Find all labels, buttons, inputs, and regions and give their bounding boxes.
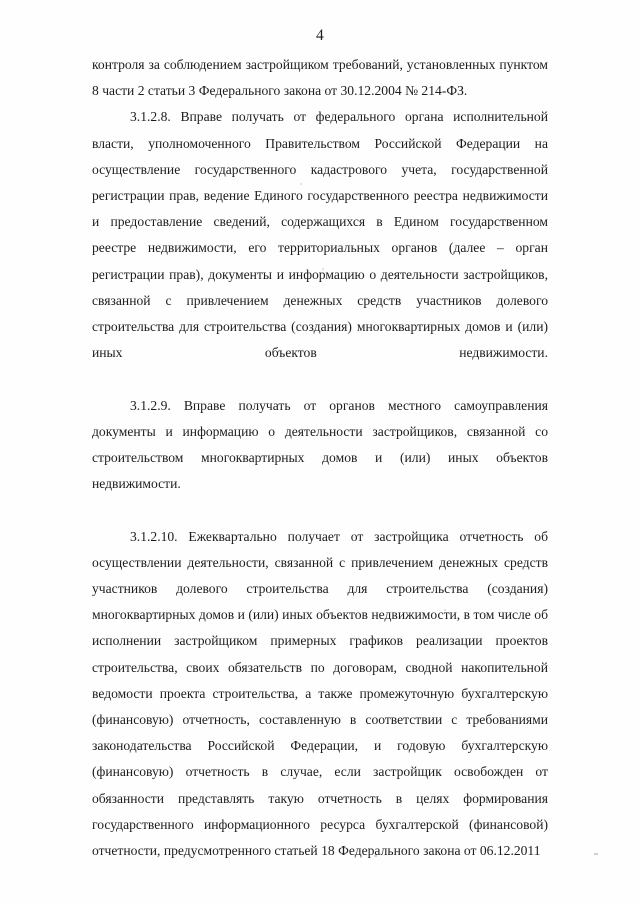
page-number: 4 bbox=[316, 27, 324, 44]
paragraph-3-1-2-8: 3.1.2.8. Вправе получать от федерального органа исполнительной власти, уполномоченного Правительством Российской Федерации на осуществление государственного кадастрового учета, государственной регистрации прав, ведение Единого государственного реестра недвижимости и предоставление сведений, содержащихся в Едином государственном реестре недвижимости, его территориальных органов (далее – орган регистрации прав), документы и информацию о деятельности застройщиков, связанной с привлечением денежных средств участников долевого строительства для строительства (создания) многоквартирных домов и (или) иных объектов недвижимости. bbox=[92, 109, 548, 361]
document-body bbox=[92, 52, 548, 864]
scan-artifact bbox=[594, 853, 598, 855]
paragraph-3-1-2-9: 3.1.2.9. Вправе получать от органов местного самоуправления документы и информацию о деятельности застройщиков, связанной со строительством многоквартирных домов и (или) иных объектов недвижимости. bbox=[92, 397, 548, 492]
paragraph-continued: контроля за соблюдением застройщиком требований, установленных пунктом 8 части 2 статьи 3 Федерального закона от 30.12.2004 № 214-ФЗ. bbox=[92, 57, 548, 99]
paragraph-3-1-2-10: 3.1.2.10. Ежеквартально получает от застройщика отчетность об осуществлении деятельности, связанной с привлечением денежных средств участников долевого строительства для строительства (создания) многоквартирных домов и (или) иных объектов недвижимости, в том числе об исполнении застройщиком примерных графиков реализации проектов строительства, своих обязательств по договорам, сводной накопительной ведомости проекта строительства, а также промежуточную бухгалтерскую (финансовую) отчетность, составленную в соответствии с требованиями законодательства Российской Федерации, и годовую бухгалтерскую (финансовую) отчетность в случае, если застройщик освобожден от обязанности представлять такую отчетность в целях формирования государственного информационного ресурса бухгалтерской (финансовой) отчетности, предусмотренного статьей 18 Федерального закона от 06.12.2011 bbox=[92, 528, 548, 859]
